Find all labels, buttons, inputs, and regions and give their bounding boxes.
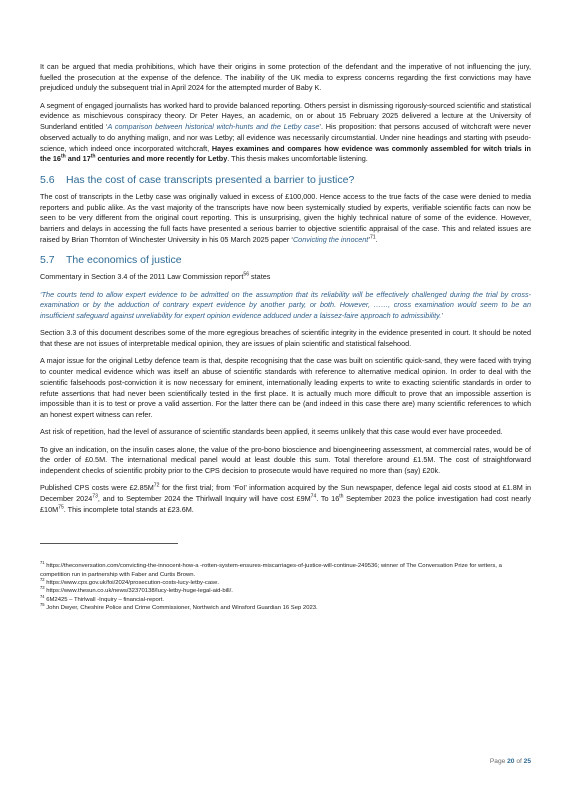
footnote-number: 73 — [40, 585, 45, 591]
footnote-text: https://www.thesun.co.uk/news/32370138/lucy-letby-huge-legal-aid-bill/. — [44, 588, 233, 595]
text: ’ — [368, 234, 370, 244]
paper-title: Convicting the innocent — [292, 234, 369, 244]
text: for the first trial; from ‘FoI’ information acquired by the Sun newspaper, defence legal aid costs stood at £1.8M in December 2024 — [40, 483, 531, 503]
footnote-ref: 74 — [310, 493, 317, 500]
footnote-text: John Dwyer, Cheshire Police and Crime Commissioner, Northwich and Winsford Guardian 16 Sep 2023. — [44, 604, 318, 611]
paragraph-published-costs — [40, 483, 531, 515]
current-page: 20 — [507, 758, 515, 765]
text: ’. His proposition: that persons accused of witchcraft were never observed actually to do anything malign, and nor was Letby; all evidence was necessarily circumstantial. Under nine headings and starting with pseudo-science, which indeed once incorporated witchcraft, — [40, 122, 531, 153]
footnote-ref: 71 — [369, 234, 376, 241]
bold-text: Hayes examines and compares how evidence was commonly assembled for witch trials in the 16 — [40, 143, 531, 164]
text: , and to September 2024 the Thirlwall Inquiry will have cost £9M — [97, 493, 311, 503]
paragraph-journalists — [40, 101, 531, 165]
footnote-text: https://www.cps.gov.uk/foi/2024/prosecution-costs-lucy-letby-case. — [44, 579, 219, 586]
footnote-separator — [40, 543, 178, 544]
lecture-title: A comparison between historical witch-hunts and the Letby case — [107, 122, 320, 132]
text: states — [249, 272, 271, 282]
section-heading-5-6 — [40, 174, 531, 186]
paragraph-commentary — [40, 272, 531, 283]
page-number — [490, 758, 531, 765]
page-label: Page — [489, 758, 508, 765]
page-of: of — [514, 758, 524, 765]
superscript: th — [60, 153, 66, 160]
text: . — [375, 234, 378, 244]
footnote — [40, 601, 531, 612]
footnotes — [40, 562, 531, 612]
section-title: Has the cost of case transcripts presented a barrier to justice? — [66, 173, 355, 186]
superscript: th — [90, 153, 96, 160]
footnote-text: https://theconversation.com/convicting-the-innocent-how-a -rotten-system-ensures-miscarriages-of-justice-will-continue-249536; winner of The Conversation Prize for writers, a competition run in partnership with Faber and Curtis Brown. — [40, 563, 502, 578]
law-commission-quote: ‘The courts tend to allow expert evidence to be admitted on the assumption that its reliability will be effectively challenged during the trial by cross-examination or by the adduction of contrary expert evidence by another party, or both. However, ……, cross examination would seem to be an insufficient safeguard against unreliability for expert opinion evidence adduced under a laissez-faire approach to admissibility.’ — [40, 289, 531, 321]
footnote-ref: 72 — [153, 482, 160, 489]
paragraph-repetition: Ast risk of repetition, had the level of assurance of scientific standards been applied, it seems unlikely that this case would ever have proceeded. — [40, 427, 503, 437]
footnote-ref: 73 — [92, 493, 98, 500]
text: The cost of transcripts in the Letby case was originally valued in excess of £100,000. Hence access to the true facts of the case were denied to media reporters and public alike. As the vast majority of the transcripts have now been systemically studied by experts, verifiable scientific facts can now be seen to be very different from the original court reporting. This is unsurprising, given the highly technical nature of some of the evidence. However, barriers and delays in accessing the full facts have presented a serious barrier to objective scientific appraisal of the case. This and related issues are raised by Brian Thornton of Winchester University in his 05 March 2025 paper ‘ — [40, 191, 531, 244]
paragraph-transcripts — [40, 192, 531, 246]
text: September 2023 the police investigation had cost nearly £10M — [40, 493, 531, 514]
footnote-number: 72 — [40, 576, 45, 582]
text: A segment of engaged journalists has worked hard to provide balanced reporting. Others persist in dismissing rigorously-sourced scientific and statistical evidence as mischievous conspiracy theory. Dr Peter Hayes, an academic, on or about 15 February 2025 delivered a lecture at the University of Sunderland entitled ‘ — [40, 100, 531, 132]
bold-text: centuries and more recently for Letby — [95, 154, 228, 164]
section-heading-5-7 — [40, 254, 531, 266]
section-number: 5.6 — [40, 173, 55, 186]
text: Published CPS costs were £2.85M — [40, 483, 154, 493]
footnote-text: 6M2425 – Thirlwall -Inquiry – financial-report. — [44, 596, 164, 603]
paragraph-defence-issue: A major issue for the original Letby defence team is that, despite recognising that the case was built on scientific quick-sand, they were faced with trying to counter medical evidence which was itself an abuse of scientific standards with reference to alternative medical opinion. In order to deal with the scientific falsehoods post-conviction it is now necessary for eminent, internationally leading experts to write to exacting scientific standards in order to refute assertions that had never been scientifically tested in the first place. It is actually much more difficult to prove that an impossible assertion is impossible than it is to test or prove a valid assertion. For the latter there can be (and indeed in this case there are) many scientific references to which an honest expert witness can refer. — [40, 356, 531, 419]
paragraph-section-3-3: Section 3.3 of this document describes some of the more egregious breaches of scientific integrity in the evidence presented in court. It should be noted that these are not issues of interpretable medical opinion, they are issues of plain scientific and statistical falsehood. — [40, 328, 531, 349]
section-title: The economics of justice — [66, 254, 182, 267]
footnote — [40, 562, 531, 579]
text: . To 16 — [316, 493, 340, 503]
total-pages: 25 — [523, 758, 531, 765]
footnote — [40, 593, 531, 604]
text: . This thesis makes uncomfortable listening. — [227, 154, 368, 164]
footnote-number: 74 — [40, 593, 45, 599]
footnote — [40, 576, 531, 587]
text: Commentary in Section 3.4 of the 2011 Law Commission report — [40, 272, 244, 282]
text: . This incomplete total stands at £23.6M. — [63, 504, 194, 514]
section-number: 5.7 — [40, 254, 55, 267]
footnote-ref: 75 — [58, 504, 64, 511]
footnote-number: 71 — [40, 560, 45, 566]
footnote-ref: 56 — [243, 272, 250, 279]
superscript: th — [339, 493, 344, 500]
paragraph-media-prohibitions: It can be argued that media prohibitions, which have their origins in some protection of the defendant and the imperative of not influencing the jury, fuelled the prosecution at the expense of the defence. The inability of the UK media to express concerns regarding the first convictions may have prejudiced unduly the subsequent trial in April 2024 for the attempted murder of Baby K. — [40, 62, 531, 93]
bold-text: and 17 — [65, 154, 91, 164]
paragraph-insulin-costs: To give an indication, on the insulin cases alone, the value of the pro-bono bioscience and bioengineering assessment, at commercial rates, would be of the order of £0.5M. The international medical panel would at least double this sum. Total therefore around £1.5M. The cost of straightforward independent checks of scientific probity prior to the CPS decision to prosecute would have required no more than (say) £20k. — [40, 444, 531, 475]
footnote-number: 75 — [40, 601, 45, 607]
footnote — [40, 587, 531, 595]
